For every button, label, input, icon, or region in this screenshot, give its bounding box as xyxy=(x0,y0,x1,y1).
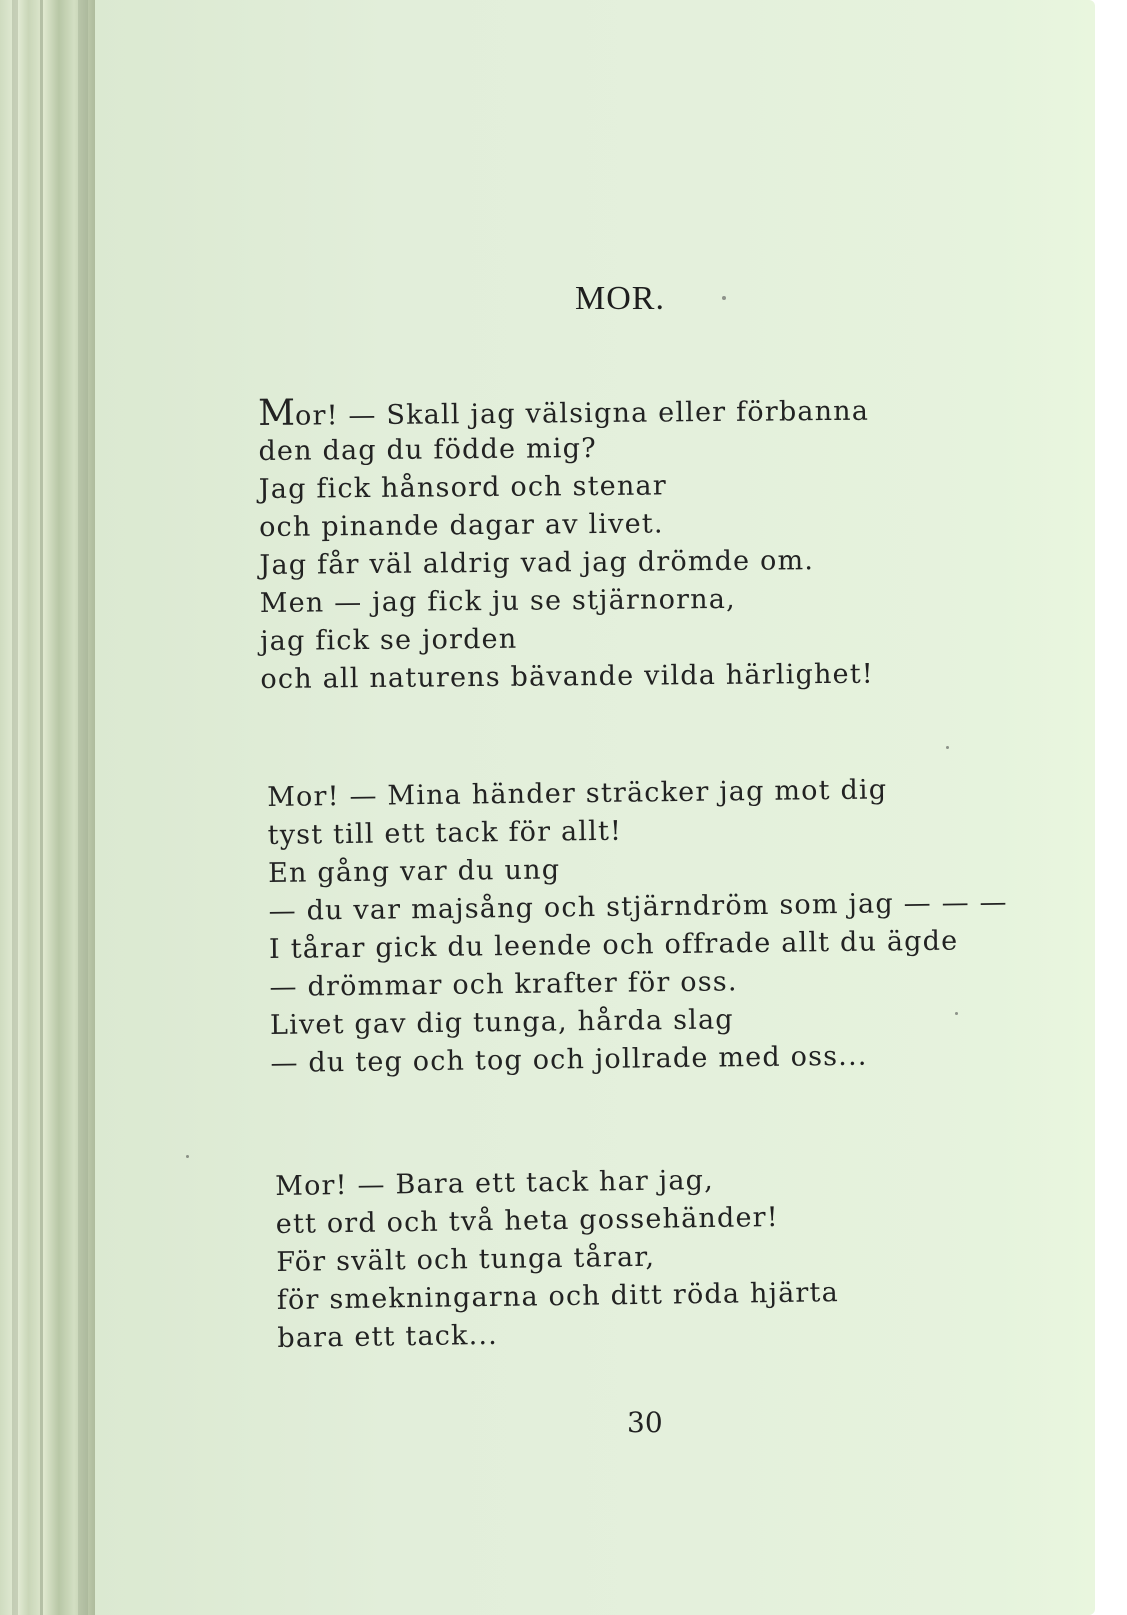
poem-line xyxy=(260,618,874,661)
gutter-shadow xyxy=(12,0,18,1615)
poem-line-text: Jag får väl aldrig vad jag drömde om. xyxy=(259,545,815,581)
poem-line xyxy=(258,428,872,471)
ink-speck xyxy=(946,746,949,749)
page-margin-background xyxy=(1095,0,1127,1615)
ink-speck xyxy=(722,296,726,300)
poem-title: MOR. xyxy=(575,280,665,317)
ink-speck xyxy=(955,1012,958,1015)
page-number: 30 xyxy=(627,1406,663,1439)
poem-line xyxy=(259,542,873,585)
gutter-shadow xyxy=(78,0,88,1615)
book-gutter xyxy=(0,0,95,1615)
poem-line xyxy=(258,390,872,433)
poem-line xyxy=(260,580,874,623)
poem-line-text: Livet gav dig tunga, hårda slag xyxy=(269,1004,735,1041)
ink-speck xyxy=(186,1155,189,1158)
poem-line xyxy=(260,656,874,699)
poem-line xyxy=(277,1274,840,1320)
poem-line xyxy=(259,504,873,547)
poem-line-text: För svält och tunga tårar, xyxy=(276,1241,656,1278)
poem-line-text: — drömmar och krafter för oss. xyxy=(269,966,738,1003)
poem-line xyxy=(276,1198,839,1244)
line-remainder: or! — Skall jag välsigna eller förbanna xyxy=(294,395,870,432)
poem-line-text: En gång var du ung xyxy=(267,854,561,889)
stanza-1 xyxy=(258,390,874,699)
poem-line-text: Men — jag fick ju se stjärnorna, xyxy=(259,583,737,619)
poem-line-text: — du teg och tog och jollrade med oss... xyxy=(270,1040,868,1079)
poem-line-text: ett ord och två heta gossehänder! xyxy=(275,1201,780,1240)
poem-line xyxy=(259,466,873,509)
poem-line-text: I tårar gick du leende och offrade allt du ägde xyxy=(268,925,959,965)
poem-line-text: den dag du födde mig? xyxy=(258,433,597,467)
poem-line-text xyxy=(257,392,870,434)
poem-line-text: och all naturens bävande vilda härlighet! xyxy=(260,658,875,695)
poem-line xyxy=(277,1312,840,1358)
poem-line-text: tyst till ett tack för allt! xyxy=(267,815,623,851)
stanza-2 xyxy=(267,770,1010,1083)
poem-line-text: för smekningarna och ditt röda hjärta xyxy=(276,1277,840,1316)
poem-line-text: bara ett tack... xyxy=(277,1319,499,1354)
initial-letter: M xyxy=(257,392,296,434)
poem-line-text: Mor! — Mina händer sträcker jag mot dig xyxy=(267,774,888,813)
poem-line-text: och pinande dagar av livet. xyxy=(259,508,664,543)
gutter-shadow xyxy=(40,0,43,1615)
stanza-3 xyxy=(275,1160,840,1358)
poem-line-text: Mor! — Bara ett tack har jag, xyxy=(275,1164,715,1202)
poem-line-text: — du var majsång och stjärndröm som jag — — — xyxy=(268,886,1008,927)
poem-line-text: jag fick se jorden xyxy=(260,623,518,657)
poem-line-text: Jag fick hånsord och stenar xyxy=(258,470,668,505)
